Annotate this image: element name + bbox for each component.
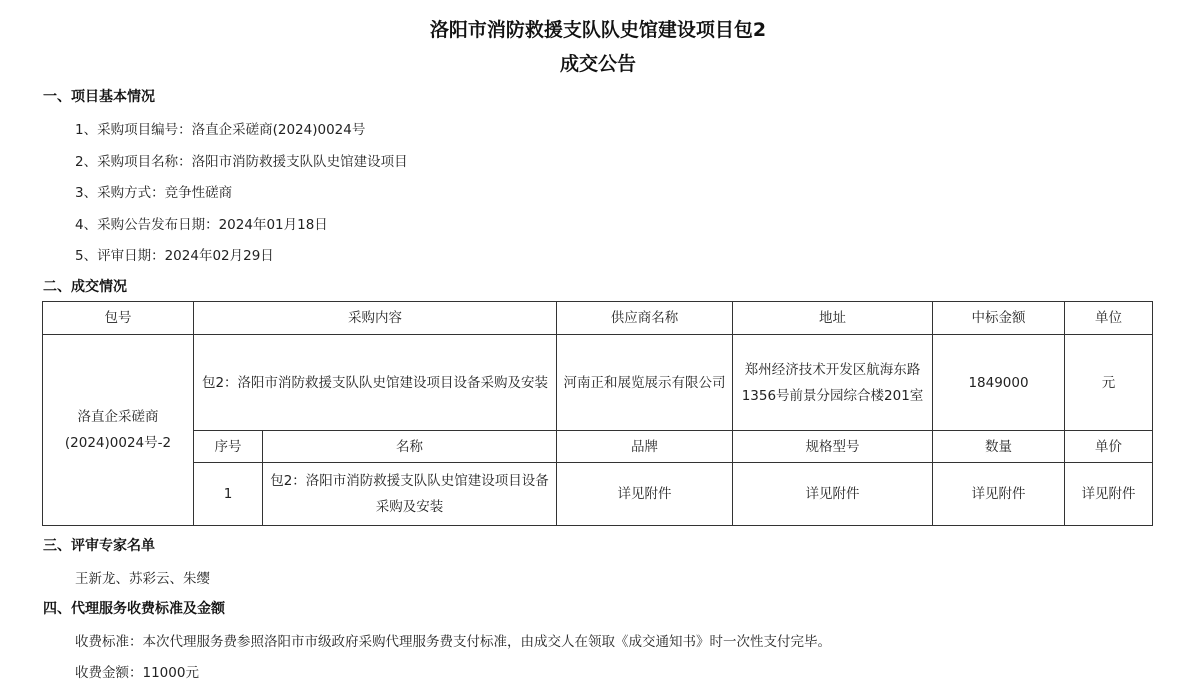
sub-cell-brand: 详见附件 <box>557 463 733 526</box>
procurement-method: 3、采购方式：竞争性磋商 <box>75 185 233 201</box>
sub-cell-no: 1 <box>194 463 263 526</box>
fee-standard: 收费标准：本次代理服务费参照洛阳市市级政府采购代理服务费支付标准，由成交人在领取《成交通知书》时一次性支付完毕。 <box>75 634 831 650</box>
header-amount: 中标金额 <box>933 302 1065 335</box>
sub-header-qty: 数量 <box>933 431 1065 463</box>
sub-header-brand: 品牌 <box>557 431 733 463</box>
deal-table <box>42 301 1153 526</box>
header-unit: 单位 <box>1065 302 1153 335</box>
cell-package: 洛直企采磋商(2024)0024号-2 <box>43 335 194 526</box>
review-date: 5、评审日期：2024年02月29日 <box>75 248 274 264</box>
table-row <box>43 463 1153 526</box>
announcement-date: 4、采购公告发布日期：2024年01月18日 <box>75 217 328 233</box>
section-heading-basic-info: 一、项目基本情况 <box>43 89 155 105</box>
project-name: 2、采购项目名称：洛阳市消防救援支队队史馆建设项目 <box>75 154 408 170</box>
cell-amount: 1849000 <box>933 335 1065 431</box>
section-heading-experts: 三、评审专家名单 <box>43 538 155 554</box>
sub-header-row <box>43 431 1153 463</box>
cell-content: 包2：洛阳市消防救援支队队史馆建设项目设备采购及安装 <box>194 335 557 431</box>
header-content: 采购内容 <box>194 302 557 335</box>
section-heading-fees: 四、代理服务收费标准及金额 <box>43 601 225 617</box>
header-address: 地址 <box>733 302 933 335</box>
sub-header-model: 规格型号 <box>733 431 933 463</box>
announcement-title-line2: 成交公告 <box>559 53 636 75</box>
table-row <box>43 335 1153 431</box>
sub-header-price: 单价 <box>1065 431 1153 463</box>
section-heading-deal: 二、成交情况 <box>43 279 127 295</box>
fee-amount: 收费金额：11000元 <box>75 665 199 681</box>
sub-header-no: 序号 <box>194 431 263 463</box>
header-supplier: 供应商名称 <box>557 302 733 335</box>
sub-cell-model: 详见附件 <box>733 463 933 526</box>
sub-header-name: 名称 <box>263 431 557 463</box>
cell-address: 郑州经济技术开发区航海东路1356号前景分园综合楼201室 <box>733 335 933 431</box>
cell-supplier: 河南正和展览展示有限公司 <box>557 335 733 431</box>
project-number: 1、采购项目编号：洛直企采磋商(2024)0024号 <box>75 122 366 138</box>
header-package: 包号 <box>43 302 194 335</box>
sub-cell-qty: 详见附件 <box>933 463 1065 526</box>
sub-cell-price: 详见附件 <box>1065 463 1153 526</box>
sub-cell-name: 包2：洛阳市消防救援支队队史馆建设项目设备采购及安装 <box>263 463 557 526</box>
table-header-row <box>43 302 1153 335</box>
announcement-title-line1: 洛阳市消防救援支队队史馆建设项目包2 <box>429 19 767 41</box>
expert-names: 王新龙、苏彩云、朱缨 <box>75 571 210 587</box>
cell-unit: 元 <box>1065 335 1153 431</box>
